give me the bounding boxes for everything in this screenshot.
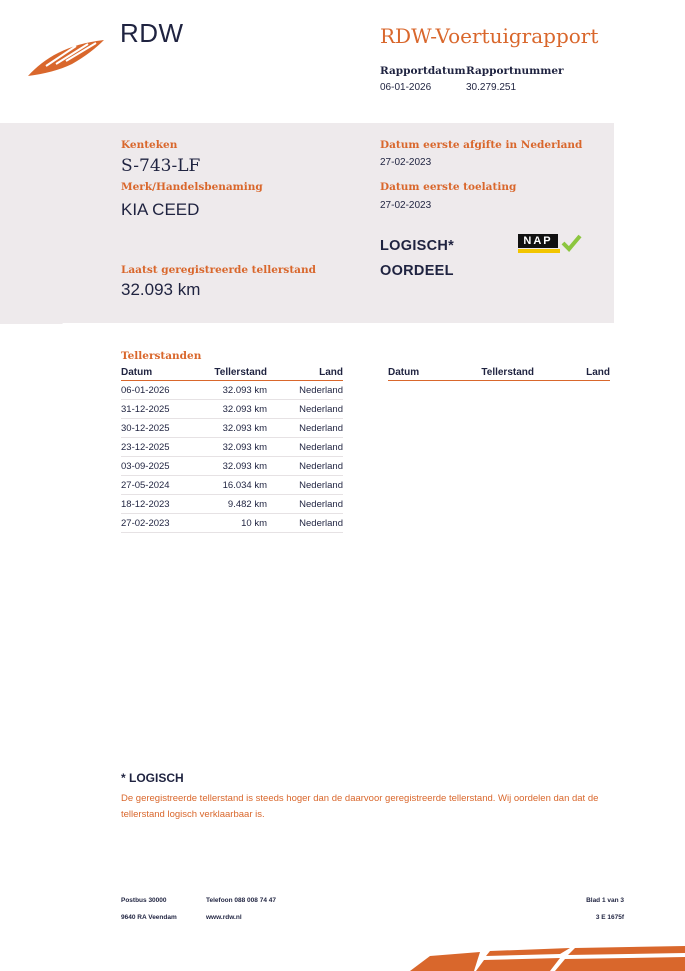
note-text: De geregistreerde tellerstand is steeds hoger dan de daarvoor geregistreerde tellerstand. Wij oordelen dan dat de tellerstand logisch verklaarbaar is.	[121, 793, 599, 820]
reading-country: Nederland	[267, 419, 343, 438]
reading-odometer: 32.093 km	[201, 381, 267, 400]
table-header	[121, 367, 343, 381]
reading-date: 30-12-2025	[121, 419, 201, 438]
reading-date: 18-12-2023	[121, 495, 201, 514]
reading-odometer: 32.093 km	[201, 438, 267, 457]
table-row	[121, 495, 343, 514]
verdict-line-2: OORDEEL	[380, 263, 454, 279]
reading-date: 27-05-2024	[121, 476, 201, 495]
footer-web-link[interactable]: www.rdw.nl	[206, 914, 242, 921]
col-odometer: Tellerstand	[201, 367, 267, 381]
footer-code: 3 E 1675f	[595, 914, 624, 921]
make-label: Merk/Handelsbenaming	[121, 181, 263, 193]
col-date: Datum	[388, 367, 468, 381]
report-number-label: Rapportnummer	[466, 65, 564, 77]
reading-odometer: 32.093 km	[201, 400, 267, 419]
table-row	[121, 419, 343, 438]
verdict-line-1: LOGISCH*	[380, 238, 455, 254]
reading-date: 27-02-2023	[121, 514, 201, 533]
make: KIA CEED	[121, 200, 200, 219]
reading-date: 23-12-2025	[121, 438, 201, 457]
panel-notch	[0, 308, 80, 324]
col-date: Datum	[121, 367, 201, 381]
table-row	[121, 514, 343, 533]
reading-date: 06-01-2026	[121, 381, 201, 400]
check-icon	[560, 232, 582, 254]
readings-table	[121, 367, 343, 533]
nap-badge	[518, 234, 582, 256]
first-admission: 27-02-2023	[380, 200, 432, 211]
nap-badge-text: NAP	[518, 234, 558, 248]
odometer-value: 32.093 km	[121, 280, 201, 299]
odometer-label: Laatst geregistreerde tellerstand	[121, 264, 316, 276]
reading-odometer: 9.482 km	[201, 495, 267, 514]
report-date: 06-01-2026	[380, 82, 432, 93]
footer-address: 9640 RA Veendam	[121, 914, 177, 921]
page-number: Blad 1 van 3	[586, 897, 624, 904]
reading-date: 03-09-2025	[121, 457, 201, 476]
first-issue-nl-label: Datum eerste afgifte in Nederland	[380, 139, 583, 151]
first-issue-nl: 27-02-2023	[380, 157, 432, 168]
readings-title: Tellerstanden	[121, 350, 202, 362]
reading-odometer: 32.093 km	[201, 419, 267, 438]
vehicle-summary-panel	[0, 123, 614, 323]
reading-country: Nederland	[267, 438, 343, 457]
report-date-label: Rapportdatum	[380, 65, 466, 77]
col-country: Land	[534, 367, 610, 381]
table-row	[121, 400, 343, 419]
first-admission-label: Datum eerste toelating	[380, 181, 517, 193]
footer-phone: Telefoon 088 008 74 47	[206, 897, 276, 904]
rdw-logo-icon	[26, 36, 108, 80]
note-title: * LOGISCH	[121, 771, 184, 785]
decorative-stripes-icon	[410, 946, 685, 971]
table-row	[121, 476, 343, 495]
reading-country: Nederland	[267, 400, 343, 419]
col-odometer: Tellerstand	[468, 367, 534, 381]
reading-odometer: 16.034 km	[201, 476, 267, 495]
table-header	[388, 367, 610, 381]
col-country: Land	[267, 367, 343, 381]
brand-name: RDW	[120, 18, 184, 48]
report-number: 30.279.251	[466, 82, 517, 93]
reading-country: Nederland	[267, 514, 343, 533]
reading-country: Nederland	[267, 381, 343, 400]
readings-table-2	[388, 367, 610, 381]
nap-stripe	[518, 249, 560, 253]
reading-country: Nederland	[267, 457, 343, 476]
table-row	[121, 381, 343, 400]
plate: S-743-LF	[121, 156, 201, 176]
reading-odometer: 32.093 km	[201, 457, 267, 476]
reading-date: 31-12-2025	[121, 400, 201, 419]
reading-country: Nederland	[267, 495, 343, 514]
footer-postbus: Postbus 30000	[121, 897, 167, 904]
reading-country: Nederland	[267, 476, 343, 495]
plate-label: Kenteken	[121, 139, 178, 151]
table-row	[121, 438, 343, 457]
table-row	[121, 457, 343, 476]
report-title: RDW-Voertuigrapport	[380, 24, 599, 48]
reading-odometer: 10 km	[201, 514, 267, 533]
